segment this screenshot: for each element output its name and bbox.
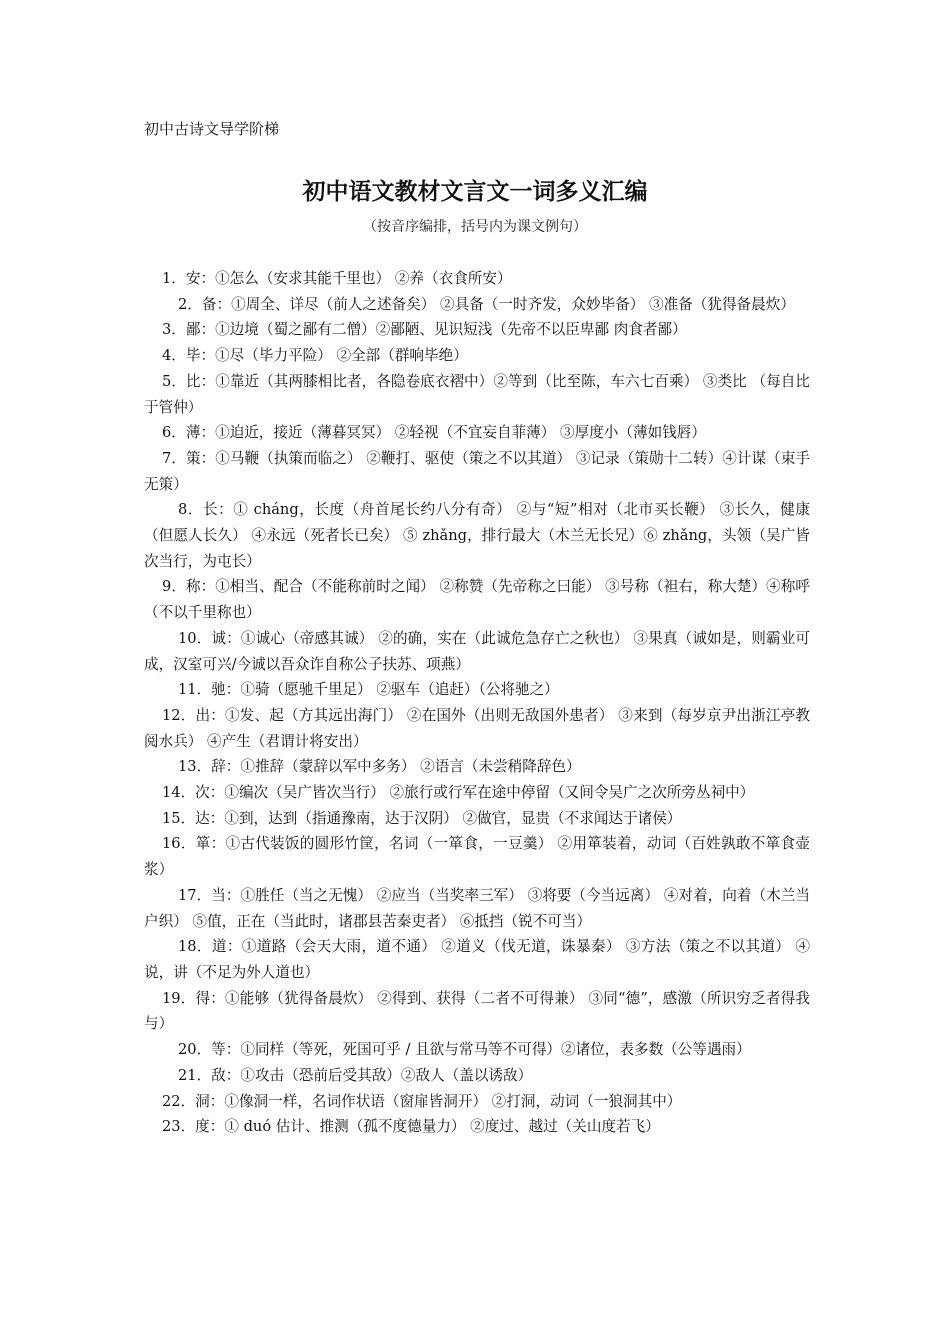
entry-item: 11．驰：①骑（愿驰千里足） ②驱车（追赶）（公将驰之） [178,681,559,699]
document-subtitle: （按音序编排，括号内为课文例句） [363,219,587,235]
entry-item: 2．备：①周全、详尽（前人之述备矣） ②具备（一时齐发，众妙毕备） ③准备（犹得备晨炊） [178,295,795,313]
entry-item: 7．策：①马鞭（执策而临之） ②鞭打、驱使（策之不以其道） ③记录（策勋十二转）④计谋（束手无策） [144,449,810,493]
entry-item: 9．称：①相当、配合（不能称前时之闻） ②称赞（先帝称之曰能） ③号称（袒右，称大楚）④称呼（不以千里称也） [144,578,810,622]
entry-item: 23．度：① duó 估计、推测（孤不度德量力） ②度过、越过（关山度若飞） [162,1118,660,1136]
header-note: 初中古诗文导学阶梯 [144,120,280,138]
entry-item: 10．诚：①诚心（帝感其诚） ②的确，实在（此诚危急存亡之秋也） ③果真（诚如是，则霸业可成，汉室可兴/今诚以吾众诈自称公子扶苏、项燕） [144,629,810,673]
entry-list [144,266,810,1140]
entry-item: 8．长：① cháng，长度（舟首尾长约八分有奇） ②与“短”相对（北市买长鞭） ③长久，健康（但愿人长久） ④永远（死者长已矣） ⑤ zhǎng，排行最大（木兰无长兄）⑥ zhǎng，头领（吴广皆次当行，为屯长） [144,501,810,570]
entry-item: 20．等：①同样（等死，死国可乎 / 且欲与常马等不可得）②诸位，表多数（公等遇雨） [178,1041,751,1059]
entry-item: 12．出：①发、起（方其远出海门） ②在国外（出则无敌国外患者） ③来到（每岁京尹出浙江亭教阅水兵） ④产生（君谓计将安出） [144,706,810,750]
entry-item: 15．达：①到，达到（指通豫南，达于汉阴） ②做官，显贵（不求闻达于诸侯） [162,809,682,827]
entry-item: 17．当：①胜任（当之无愧） ②应当（当奖率三军） ③将要（今当远离） ④对着，向着（木兰当户织） ⑤值，正在（当此时，诸郡县苦秦吏者） ⑥抵挡（锐不可当） [144,886,810,930]
entry-item: 16．箪：①古代装饭的圆形竹筐，名词（一箪食，一豆羹） ②用箪装着，动词（百姓孰敢不箪食壶浆） [144,835,810,879]
entry-item: 22．洞：①像洞一样，名词作状语（窗扉皆洞开） ②打洞，动词（一狼洞其中） [162,1092,682,1110]
entry-item: 21．敌：①攻击（恐前后受其敌）②敌人（盖以诱敌） [178,1066,533,1084]
entry-item: 1．安：①怎么（安求其能千里也） ②养（衣食所安） [162,270,512,287]
entry-item: 3．鄙：①边境（蜀之鄙有二僧）②鄙陋、见识短浅（先帝不以臣卑鄙 肉食者鄙） [162,321,687,339]
entry-item: 14．次：①编次（吴广皆次当行） ②旅行或行军在途中停留（又间令吴广之次所旁丛祠中） [162,784,755,802]
entry-item: 18．道：①道路（会天大雨，道不通） ②道义（伐无道，诛暴秦） ③方法（策之不以其道） ④说，讲（不足为外人道也） [144,938,810,981]
entry-item: 19．得：①能够（犹得备晨炊） ②得到、获得（二者不可得兼） ③同“德”，感激（所识穷乏者得我与） [144,989,810,1033]
document-title: 初中语文教材文言文一词多义汇编 [302,179,648,205]
entry-item: 5．比：①靠近（其两膝相比者，各隐卷底衣褶中）②等到（比至陈，车六七百乘） ③类比 （每自比于管仲） [144,372,810,416]
entry-item: 4．毕：①尽（毕力平险） ②全部（群响毕绝） [162,347,468,365]
entry-item: 6．薄：①迫近，接近（薄暮冥冥） ②轻视（不宜妄自菲薄） ③厚度小（薄如钱唇） [162,424,706,442]
entry-item: 13．辞：①推辞（蒙辞以军中多务） ②语言（未尝稍降辞色） [178,758,581,776]
